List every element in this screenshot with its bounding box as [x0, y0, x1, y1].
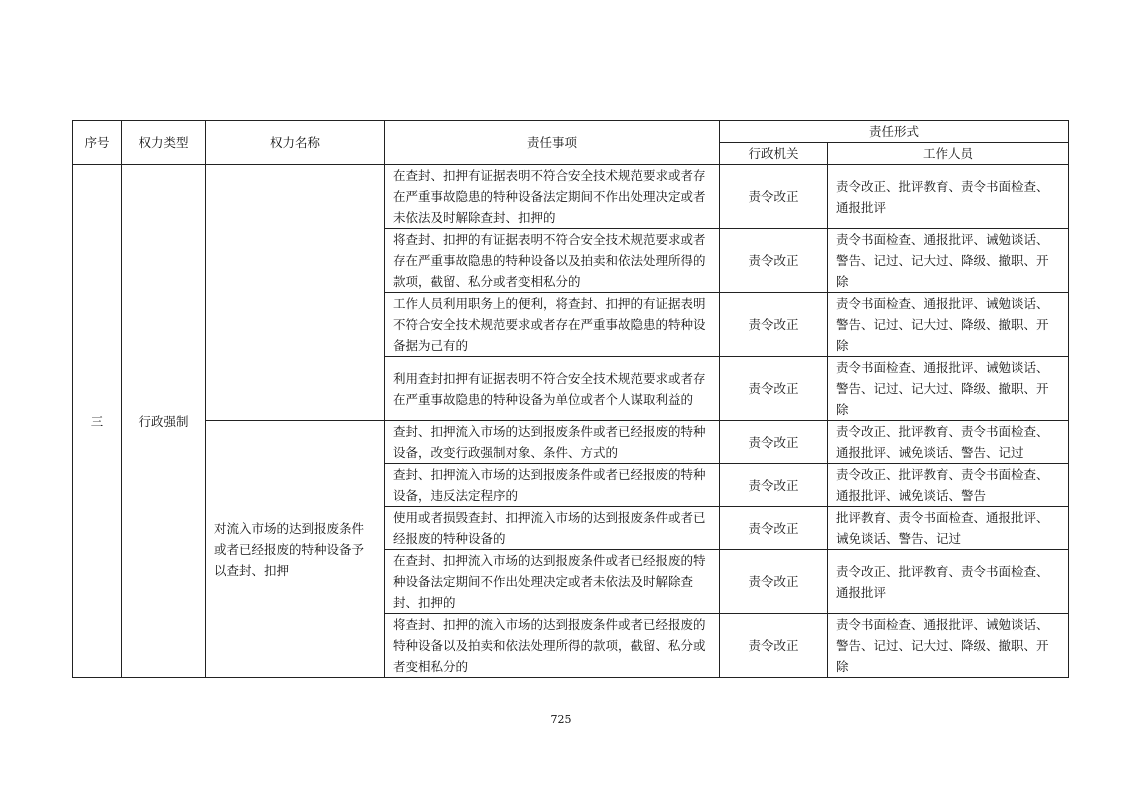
staff-cell: 责令书面检查、通报批评、诫勉谈话、警告、记过、记大过、降级、撤职、开除	[828, 293, 1069, 357]
table-row	[73, 165, 1069, 229]
agency-cell: 责令改正	[720, 357, 828, 421]
staff-cell: 责令书面检查、通报批评、诫勉谈话、警告、记过、记大过、降级、撤职、开除	[828, 357, 1069, 421]
duty-cell: 在查封、扣押有证据表明不符合安全技术规范要求或者存在严重事故隐患的特种设备法定期间不作出处理决定或者未依法及时解除查封、扣押的	[385, 165, 720, 229]
duty-cell: 将查封、扣押的流入市场的达到报废条件或者已经报废的特种设备以及拍卖和依法处理所得的款项，截留、私分或者变相私分的	[385, 614, 720, 678]
agency-cell: 责令改正	[720, 464, 828, 507]
agency-cell: 责令改正	[720, 614, 828, 678]
agency-cell: 责令改正	[720, 165, 828, 229]
agency-cell: 责令改正	[720, 507, 828, 550]
page-number: 725	[550, 713, 572, 726]
power-name-cell-1	[206, 165, 385, 421]
staff-cell: 责令改正、批评教育、责令书面检查、通报批评	[828, 165, 1069, 229]
agency-cell: 责令改正	[720, 229, 828, 293]
header-agency: 行政机关	[720, 143, 828, 165]
staff-cell: 责令书面检查、通报批评、诫勉谈话、警告、记过、记大过、降级、撤职、开除	[828, 614, 1069, 678]
duty-cell: 使用或者损毁查封、扣押流入市场的达到报废条件或者已经报废的特种设备的	[385, 507, 720, 550]
staff-cell: 责令改正、批评教育、责令书面检查、通报批评、诫免谈话、警告	[828, 464, 1069, 507]
staff-cell: 责令改正、批评教育、责令书面检查、通报批评	[828, 550, 1069, 614]
staff-cell: 责令书面检查、通报批评、诫勉谈话、警告、记过、记大过、降级、撤职、开除	[828, 229, 1069, 293]
table-row	[73, 421, 1069, 464]
agency-cell: 责令改正	[720, 293, 828, 357]
duty-cell: 将查封、扣押的有证据表明不符合安全技术规范要求或者存在严重事故隐患的特种设备以及拍卖和依法处理所得的款项，截留、私分或者变相私分的	[385, 229, 720, 293]
header-staff: 工作人员	[828, 143, 1069, 165]
header-power-type: 权力类型	[122, 121, 206, 165]
staff-cell: 责令改正、批评教育、责令书面检查、通报批评、诫免谈话、警告、记过	[828, 421, 1069, 464]
header-power-name: 权力名称	[206, 121, 385, 165]
responsibility-table	[72, 120, 1069, 678]
duty-cell: 查封、扣押流入市场的达到报废条件或者已经报废的特种设备，违反法定程序的	[385, 464, 720, 507]
staff-cell: 批评教育、责令书面检查、通报批评、诫免谈话、警告、记过	[828, 507, 1069, 550]
power-type-cell: 行政强制	[122, 165, 206, 678]
power-name-cell-2: 对流入市场的达到报废条件或者已经报废的特种设备予以查封、扣押	[206, 421, 385, 678]
agency-cell: 责令改正	[720, 550, 828, 614]
seq-cell: 三	[73, 165, 122, 678]
duty-cell: 在查封、扣押流入市场的达到报废条件或者已经报废的特种设备法定期间不作出处理决定或者未依法及时解除查封、扣押的	[385, 550, 720, 614]
duty-cell: 利用查封扣押有证据表明不符合安全技术规范要求或者存在严重事故隐患的特种设备为单位或者个人谋取利益的	[385, 357, 720, 421]
duty-cell: 查封、扣押流入市场的达到报废条件或者已经报废的特种设备，改变行政强制对象、条件、方式的	[385, 421, 720, 464]
header-duty: 责任事项	[385, 121, 720, 165]
duty-cell: 工作人员利用职务上的便利，将查封、扣押的有证据表明不符合安全技术规范要求或者存在严重事故隐患的特种设备据为己有的	[385, 293, 720, 357]
header-seq: 序号	[73, 121, 122, 165]
agency-cell: 责令改正	[720, 421, 828, 464]
header-form: 责任形式	[720, 121, 1069, 143]
